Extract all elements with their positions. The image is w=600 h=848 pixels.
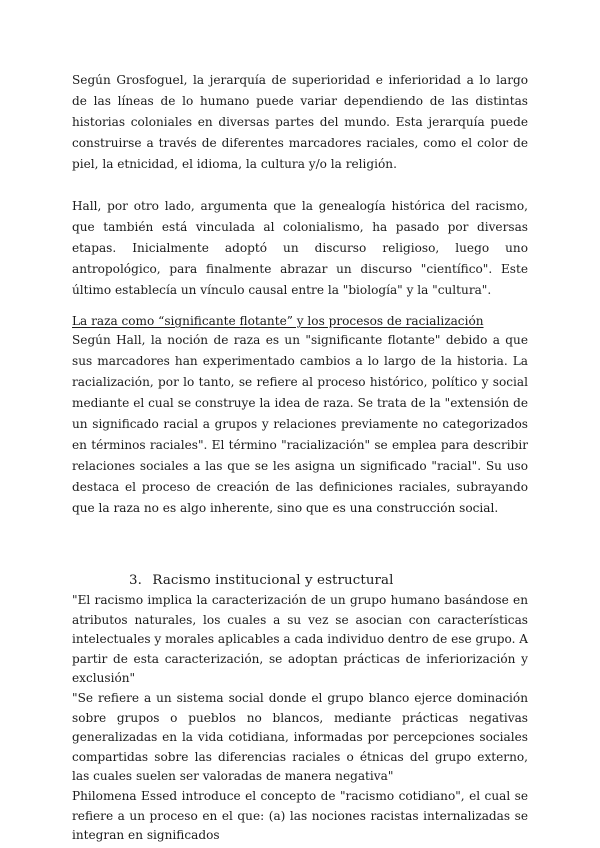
paragraph-essed: Philomena Essed introduce el concepto de "racismo cotidiano", el cual se refiere a un proceso en el que: (a) las nociones racistas internalizadas se integran en significados	[72, 788, 528, 843]
section-title-text: Racismo institucional y estructural	[152, 573, 394, 588]
document-page	[72, 70, 528, 846]
subheading-floating-signifier: La raza como “significante flotante” y los procesos de racialización	[72, 314, 484, 328]
paragraph-hall-genealogy: Hall, por otro lado, argumenta que la genealogía histórica del racismo, que también está vinculada al colonialismo, ha pasado por diversas etapas. Inicialmente adoptó un discurso religioso, luego uno antropológico, para finalmente abrazar un discurso "científico". Este último establecía un vínculo causal entre la "biología" y la "cultura".	[72, 199, 528, 297]
section-heading	[72, 571, 528, 591]
paragraph-racialization: Según Hall, la noción de raza es un "significante flotante" debido a que sus marcadores han experimentado cambios a lo largo de la historia. La racialización, por lo tanto, se refiere al proceso histórico, político y social mediante el cual se construye la idea de raza. Se trata de la "extensión de un significado racial a grupos y relaciones previamente no categorizados en términos raciales". El término "racialización" se emplea para describir relaciones sociales a las que se les asigna un significado "racial". Su uso destaca el proceso de creación de las definiciones raciales, subrayando que la raza no es algo inherente, sino que es una construcción social.	[72, 333, 528, 515]
quote-social-system: "Se refiere a un sistema social donde el grupo blanco ejerce dominación sobre grupos o pueblos no blancos, mediante prácticas negativas generalizadas en la vida cotidiana, informadas por percepciones sociales compartidas sobre las diferencias raciales o étnicas del grupo externo, las cuales suelen ser valoradas de manera negativa"	[72, 690, 528, 784]
section-number: 3.	[129, 573, 142, 588]
paragraph-grosfoguel: Según Grosfoguel, la jerarquía de superioridad e inferioridad a lo largo de las líneas de lo humano puede variar dependiendo de las distintas historias coloniales en diversas partes del mundo. Esta jerarquía puede construirse a través de diferentes marcadores raciales, como el color de piel, la etnicidad, el idioma, la cultura y/o la religión.	[72, 73, 528, 171]
quote-racism-definition: "El racismo implica la caracterización de un grupo humano basándose en atributos naturales, los cuales a su vez se asocian con características intelectuales y morales aplicables a cada individuo dentro de ese grupo. A partir de esta caracterización, se adoptan prácticas de inferiorización y exclusión"	[72, 593, 528, 686]
